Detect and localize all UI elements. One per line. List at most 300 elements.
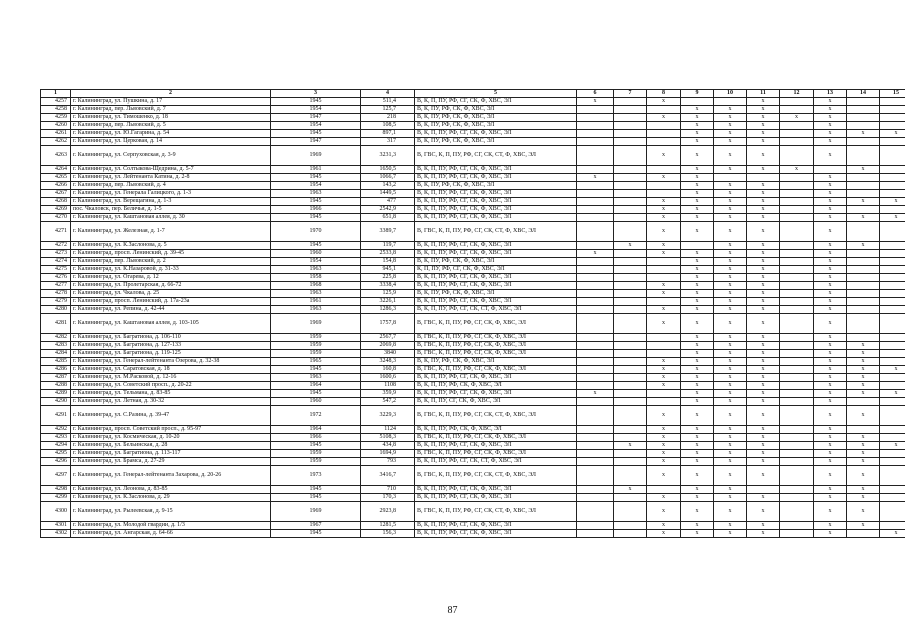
mark-cell: [577, 298, 614, 306]
address-cell: г. Калининград, пер. Львовский, д. 2: [71, 258, 271, 266]
mark-cell: x: [714, 334, 747, 342]
mark-cell: x: [747, 450, 780, 458]
year-cell: 1973: [271, 466, 361, 486]
address-cell: г. Калининград, ул. Багратиона, д. 106-110: [71, 334, 271, 342]
mark-cell: [847, 190, 880, 198]
mark-cell: [780, 466, 814, 486]
mark-cell: [880, 450, 905, 458]
mark-cell: x: [747, 122, 780, 130]
mark-cell: x: [747, 130, 780, 138]
mark-cell: [577, 182, 614, 190]
address-cell: г. Калининград, пер. Львовский, д. 7: [71, 106, 271, 114]
table-row: [41, 522, 905, 530]
mark-cell: x: [814, 174, 847, 182]
row-number: 4293: [41, 434, 71, 442]
mark-cell: x: [714, 306, 747, 314]
table-row: [41, 206, 905, 214]
mark-cell: [577, 198, 614, 206]
mark-cell: x: [647, 530, 681, 538]
mark-cell: x: [747, 146, 780, 166]
mark-cell: x: [747, 358, 780, 366]
mark-cell: x: [681, 122, 714, 130]
mark-cell: [880, 282, 905, 290]
mark-cell: [614, 274, 647, 282]
mark-cell: x: [647, 214, 681, 222]
mark-cell: x: [880, 130, 905, 138]
address-cell: г. Калининград, ул. К.Назаровой, д. 31-33: [71, 266, 271, 274]
mark-cell: [880, 494, 905, 502]
works-cell: В, К, П, ПУ, РФ, СГ, СК, Ф, ХВС, ЭЛ: [415, 98, 577, 106]
mark-cell: [577, 398, 614, 406]
year-cell: 1964: [271, 382, 361, 390]
mark-cell: [614, 106, 647, 114]
mark-cell: [614, 206, 647, 214]
mark-cell: x: [714, 382, 747, 390]
mark-cell: [880, 266, 905, 274]
mark-cell: x: [814, 214, 847, 222]
row-number: 4296: [41, 458, 71, 466]
area-cell: 511,4: [361, 98, 415, 106]
works-cell: В, К, П, ПУ, РФ, СГ, СК, Ф, ХВС, ЭЛ: [415, 522, 577, 530]
address-cell: г. Калининград, ул. Космическая, д. 10-20: [71, 434, 271, 442]
mark-cell: [780, 406, 814, 426]
mark-cell: [577, 282, 614, 290]
mark-cell: x: [847, 466, 880, 486]
mark-cell: x: [577, 250, 614, 258]
table-row: [41, 138, 905, 146]
mark-cell: x: [814, 350, 847, 358]
mark-cell: [577, 222, 614, 242]
mark-cell: x: [714, 290, 747, 298]
mark-cell: x: [681, 390, 714, 398]
mark-cell: x: [880, 530, 905, 538]
area-cell: 710: [361, 486, 415, 494]
mark-cell: x: [714, 198, 747, 206]
area-cell: 156,3: [361, 530, 415, 538]
mark-cell: x: [681, 458, 714, 466]
mark-cell: x: [681, 266, 714, 274]
mark-cell: x: [647, 434, 681, 442]
mark-cell: x: [714, 466, 747, 486]
works-cell: К, П, ПУ, РФ, СГ, СК, Ф, ХВС, ЭЛ: [415, 266, 577, 274]
mark-cell: x: [814, 306, 847, 314]
mark-cell: [847, 334, 880, 342]
mark-cell: [780, 174, 814, 182]
works-cell: В, К, ПУ, РФ, СК, Ф, ХВС, ЭЛ: [415, 258, 577, 266]
mark-cell: x: [714, 266, 747, 274]
table-row: [41, 106, 905, 114]
mark-cell: x: [814, 530, 847, 538]
table-row: [41, 358, 905, 366]
address-cell: пос. Чкаловск, пер. Беличья, д. 1-5: [71, 206, 271, 214]
mark-cell: x: [681, 382, 714, 390]
mark-cell: x: [847, 374, 880, 382]
area-cell: 2069,8: [361, 342, 415, 350]
table-row: [41, 258, 905, 266]
row-number: 4270: [41, 214, 71, 222]
mark-cell: [577, 426, 614, 434]
row-number: 4260: [41, 122, 71, 130]
row-number: 4275: [41, 266, 71, 274]
area-cell: 3226,1: [361, 298, 415, 306]
mark-cell: [577, 146, 614, 166]
column-header-14: 14: [847, 90, 880, 98]
mark-cell: x: [647, 306, 681, 314]
area-cell: 1650,5: [361, 166, 415, 174]
mark-cell: x: [747, 282, 780, 290]
area-cell: 3840: [361, 350, 415, 358]
mark-cell: [847, 314, 880, 334]
works-cell: В, К, П, ПУ, РФ, СГ, СК, СТ, Ф, ХВС, ЭЛ: [415, 458, 577, 466]
works-cell: В, ГВС, К, П, ПУ, РФ, СГ, СК, СТ, Ф, ХВС, ЭЛ: [415, 146, 577, 166]
area-cell: 1757,8: [361, 314, 415, 334]
mark-cell: x: [714, 182, 747, 190]
mark-cell: [614, 258, 647, 266]
mark-cell: [880, 250, 905, 258]
year-cell: 1969: [271, 146, 361, 166]
area-cell: 125,7: [361, 106, 415, 114]
mark-cell: x: [714, 138, 747, 146]
mark-cell: [747, 486, 780, 494]
mark-cell: [780, 486, 814, 494]
mark-cell: x: [647, 198, 681, 206]
mark-cell: x: [714, 434, 747, 442]
mark-cell: x: [714, 366, 747, 374]
mark-cell: [577, 434, 614, 442]
address-cell: г. Калининград, ул. Верещагина, д. 1-3: [71, 198, 271, 206]
table-row: [41, 122, 905, 130]
mark-cell: [780, 390, 814, 398]
year-cell: 1945: [271, 130, 361, 138]
mark-cell: [880, 206, 905, 214]
area-cell: 2533,8: [361, 250, 415, 258]
mark-cell: x: [747, 182, 780, 190]
area-cell: 897,1: [361, 130, 415, 138]
works-cell: В, К, ПУ, РФ, СК, Ф, ХВС, ЭЛ: [415, 182, 577, 190]
table-row: [41, 502, 905, 522]
mark-cell: x: [647, 366, 681, 374]
row-number: 4280: [41, 306, 71, 314]
row-number: 4267: [41, 190, 71, 198]
works-cell: В, К, П, ПУ, РФ, СГ, СК, Ф, ХВС, ЭЛ: [415, 214, 577, 222]
mark-cell: x: [814, 466, 847, 486]
mark-cell: x: [747, 426, 780, 434]
mark-cell: x: [814, 130, 847, 138]
mark-cell: x: [714, 250, 747, 258]
mark-cell: [614, 458, 647, 466]
mark-cell: x: [714, 122, 747, 130]
mark-cell: [577, 522, 614, 530]
mark-cell: [614, 342, 647, 350]
mark-cell: x: [814, 366, 847, 374]
row-number: 4276: [41, 274, 71, 282]
mark-cell: x: [814, 222, 847, 242]
mark-cell: [614, 122, 647, 130]
mark-cell: x: [814, 434, 847, 442]
mark-cell: x: [681, 274, 714, 282]
mark-cell: [647, 166, 681, 174]
year-cell: 1963: [271, 290, 361, 298]
mark-cell: x: [681, 374, 714, 382]
mark-cell: [847, 174, 880, 182]
row-number: 4281: [41, 314, 71, 334]
mark-cell: x: [714, 398, 747, 406]
mark-cell: [614, 198, 647, 206]
mark-cell: [880, 458, 905, 466]
mark-cell: x: [714, 502, 747, 522]
mark-cell: [614, 502, 647, 522]
mark-cell: [577, 458, 614, 466]
mark-cell: [647, 298, 681, 306]
row-number: 4277: [41, 282, 71, 290]
mark-cell: [847, 274, 880, 282]
table-row: [41, 282, 905, 290]
mark-cell: [614, 406, 647, 426]
mark-cell: [780, 138, 814, 146]
table-row: [41, 222, 905, 242]
mark-cell: x: [681, 494, 714, 502]
year-cell: 1945: [271, 442, 361, 450]
mark-cell: x: [647, 442, 681, 450]
address-cell: г. Калининград, ул. Багратиона, д. 119-125: [71, 350, 271, 358]
row-number: 4278: [41, 290, 71, 298]
mark-cell: [577, 290, 614, 298]
mark-cell: x: [847, 406, 880, 426]
mark-cell: x: [681, 138, 714, 146]
address-cell: г. Калининград, ул. Леонова, д. 83-85: [71, 486, 271, 494]
mark-cell: [847, 206, 880, 214]
mark-cell: [614, 390, 647, 398]
mark-cell: x: [681, 434, 714, 442]
area-cell: 3231,3: [361, 146, 415, 166]
mark-cell: x: [714, 206, 747, 214]
mark-cell: [614, 214, 647, 222]
mark-cell: x: [747, 466, 780, 486]
mark-cell: x: [647, 290, 681, 298]
mark-cell: x: [747, 350, 780, 358]
mark-cell: [847, 298, 880, 306]
mark-cell: [780, 98, 814, 106]
mark-cell: x: [681, 502, 714, 522]
mark-cell: x: [714, 190, 747, 198]
mark-cell: [614, 114, 647, 122]
year-cell: 1945: [271, 214, 361, 222]
works-cell: В, ГВС, К, П, ПУ, РФ, СГ, СК, Ф, ХВС, ЭЛ: [415, 314, 577, 334]
mark-cell: [614, 174, 647, 182]
area-cell: 317: [361, 138, 415, 146]
mark-cell: x: [647, 174, 681, 182]
mark-cell: [847, 114, 880, 122]
mark-cell: x: [747, 314, 780, 334]
year-cell: 1959: [271, 350, 361, 358]
mark-cell: [747, 174, 780, 182]
year-cell: 1945: [271, 366, 361, 374]
mark-cell: x: [681, 342, 714, 350]
mark-cell: [614, 190, 647, 198]
table-row: [41, 182, 905, 190]
column-header-10: 10: [714, 90, 747, 98]
area-cell: 1600,6: [361, 374, 415, 382]
works-cell: В, К, П, ПУ, РФ, СГ, СК, Ф, ХВС, ЭЛ: [415, 190, 577, 198]
mark-cell: [614, 398, 647, 406]
year-cell: 1945: [271, 198, 361, 206]
mark-cell: [780, 106, 814, 114]
mark-cell: [647, 350, 681, 358]
mark-cell: x: [747, 342, 780, 350]
table-row: [41, 250, 905, 258]
year-cell: 1969: [271, 314, 361, 334]
mark-cell: x: [814, 342, 847, 350]
table-row: [41, 466, 905, 486]
mark-cell: [880, 274, 905, 282]
mark-cell: x: [814, 502, 847, 522]
address-cell: г. Калининград, ул. Солтыкова-Щедрина, д. 5-7: [71, 166, 271, 174]
table-row: [41, 290, 905, 298]
address-cell: г. Калининград, ул. С.Разина, д. 39-47: [71, 406, 271, 426]
column-header-8: 8: [647, 90, 681, 98]
address-cell: г. Калининград, ул. Рылеевская, д. 9-15: [71, 502, 271, 522]
mark-cell: [847, 290, 880, 298]
address-cell: г. Калининград, просп. Ленинский, д. 17а-23а: [71, 298, 271, 306]
row-number: 4294: [41, 442, 71, 450]
mark-cell: x: [847, 450, 880, 458]
area-cell: 119,7: [361, 242, 415, 250]
works-cell: В, К, ПУ, РФ, СК, Ф, ХВС, ЭЛ: [415, 122, 577, 130]
works-cell: В, К, П, ПУ, РФ, СГ, СК, Ф, ХВС, ЭЛ: [415, 374, 577, 382]
address-cell: г. Калининград, пер. Львовский, д. 5: [71, 122, 271, 130]
mark-cell: x: [647, 98, 681, 106]
mark-cell: [681, 98, 714, 106]
table-row: [41, 306, 905, 314]
row-number: 4258: [41, 106, 71, 114]
row-number: 4268: [41, 198, 71, 206]
mark-cell: [780, 494, 814, 502]
mark-cell: x: [681, 190, 714, 198]
area-cell: 160,8: [361, 366, 415, 374]
row-number: 4284: [41, 350, 71, 358]
mark-cell: x: [714, 222, 747, 242]
mark-cell: x: [714, 530, 747, 538]
mark-cell: [780, 442, 814, 450]
mark-cell: x: [647, 374, 681, 382]
address-cell: г. Калининград, ул. Багратиона, д. 113-117: [71, 450, 271, 458]
year-cell: 1966: [271, 206, 361, 214]
row-number: 4288: [41, 382, 71, 390]
table-row: [41, 398, 905, 406]
table-row: [41, 334, 905, 342]
row-number: 4271: [41, 222, 71, 242]
year-cell: 1945: [271, 530, 361, 538]
mark-cell: [847, 182, 880, 190]
mark-cell: x: [747, 442, 780, 450]
mark-cell: x: [747, 334, 780, 342]
works-cell: В, К, П, ПУ, РФ, СГ, СК, Ф, ХВС, ЭЛ: [415, 274, 577, 282]
table-row: [41, 314, 905, 334]
address-cell: г. Калининград, ул. Ю.Гагарина, д. 54: [71, 130, 271, 138]
works-cell: В, К, П, ПУ, РФ, СГ, СК, Ф, ХВС, ЭЛ: [415, 298, 577, 306]
mark-cell: [880, 166, 905, 174]
column-header-12: 12: [780, 90, 814, 98]
mark-cell: [577, 358, 614, 366]
year-cell: 1963: [271, 190, 361, 198]
mark-cell: x: [814, 450, 847, 458]
mark-cell: [880, 146, 905, 166]
row-number: 4287: [41, 374, 71, 382]
mark-cell: x: [681, 450, 714, 458]
mark-cell: x: [647, 522, 681, 530]
address-cell: г. Калининград, ул. Тимошенко, д. 18: [71, 114, 271, 122]
mark-cell: x: [747, 98, 780, 106]
mark-cell: [780, 314, 814, 334]
mark-cell: x: [714, 166, 747, 174]
mark-cell: [780, 334, 814, 342]
works-cell: В, К, П, ПУ, РФ, СГ, СК, Ф, ХВС, ЭЛ: [415, 174, 577, 182]
year-cell: 1970: [271, 222, 361, 242]
mark-cell: [780, 426, 814, 434]
mark-cell: [577, 114, 614, 122]
year-cell: 1945: [271, 242, 361, 250]
works-cell: В, К, П, ПУ, РФ, СК, Ф, ХВС, ЭЛ: [415, 426, 577, 434]
row-number: 4264: [41, 166, 71, 174]
area-cell: 651,8: [361, 214, 415, 222]
works-cell: В, ГВС, К, П, ПУ, РФ, СГ, СК, Ф, ХВС, ЭЛ: [415, 342, 577, 350]
works-cell: В, К, П, ПУ, РФ, СГ, СК, Ф, ХВС, ЭЛ: [415, 494, 577, 502]
column-header-9: 9: [681, 90, 714, 98]
area-cell: 3248,3: [361, 358, 415, 366]
mark-cell: [614, 358, 647, 366]
mark-cell: x: [747, 494, 780, 502]
address-cell: г. Калининград, ул. Бельинская, д. 28: [71, 442, 271, 450]
housing-register-table: [40, 89, 905, 538]
table-row: [41, 146, 905, 166]
mark-cell: x: [714, 522, 747, 530]
year-cell: 1954: [271, 122, 361, 130]
mark-cell: x: [681, 350, 714, 358]
year-cell: 1965: [271, 358, 361, 366]
mark-cell: [780, 214, 814, 222]
mark-cell: x: [847, 214, 880, 222]
mark-cell: [714, 174, 747, 182]
mark-cell: [880, 174, 905, 182]
mark-cell: x: [714, 486, 747, 494]
mark-cell: [847, 250, 880, 258]
year-cell: 1963: [271, 266, 361, 274]
mark-cell: x: [814, 250, 847, 258]
mark-cell: [847, 258, 880, 266]
mark-cell: x: [847, 366, 880, 374]
mark-cell: [847, 98, 880, 106]
mark-cell: x: [714, 130, 747, 138]
mark-cell: [647, 398, 681, 406]
mark-cell: [577, 350, 614, 358]
mark-cell: x: [614, 442, 647, 450]
mark-cell: x: [714, 426, 747, 434]
area-cell: 3389,7: [361, 222, 415, 242]
mark-cell: [647, 342, 681, 350]
year-cell: 1954: [271, 106, 361, 114]
mark-cell: x: [747, 206, 780, 214]
address-cell: г. Калининград, ул. Серпуховская, д. 3-9: [71, 146, 271, 166]
mark-cell: [780, 306, 814, 314]
mark-cell: x: [681, 106, 714, 114]
mark-cell: x: [747, 242, 780, 250]
mark-cell: x: [847, 166, 880, 174]
mark-cell: [847, 106, 880, 114]
works-cell: В, К, П, ПУ, РФ, СГ, СК, Ф, ХВС, ЭЛ: [415, 250, 577, 258]
year-cell: 1961: [271, 298, 361, 306]
year-cell: 1968: [271, 282, 361, 290]
header-row: [41, 90, 905, 98]
